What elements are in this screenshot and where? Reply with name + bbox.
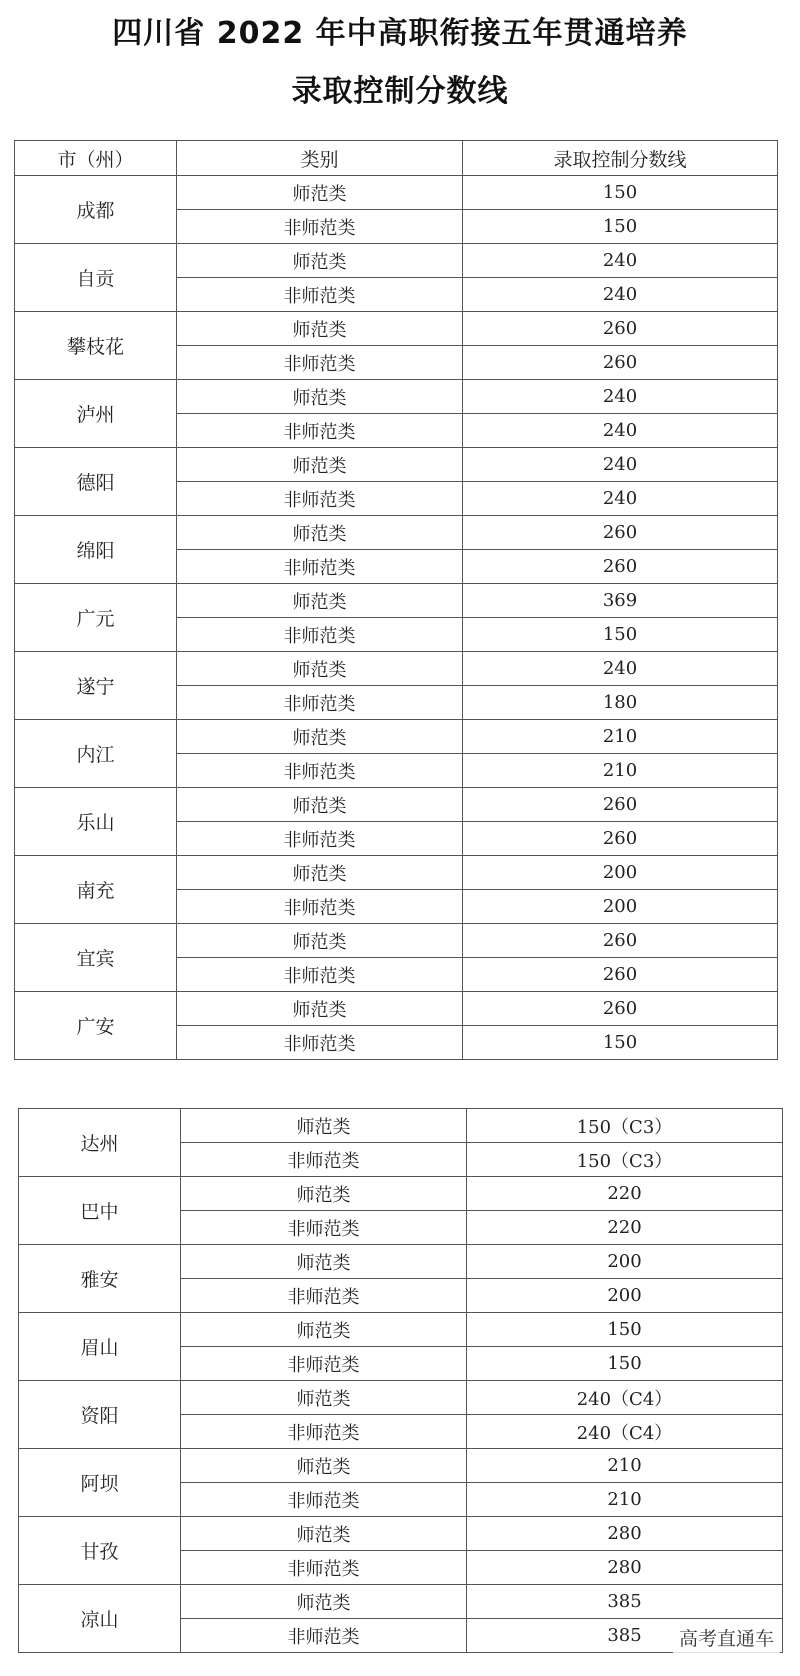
city-cell: 雅安 [19,1245,181,1313]
score-cell: 240 [463,278,778,312]
category-cell: 非师范类 [177,822,463,856]
category-cell: 师范类 [177,924,463,958]
score-cell: 210 [463,754,778,788]
score-table-bottom [18,1108,783,1653]
category-cell: 师范类 [181,1517,467,1551]
category-cell: 师范类 [177,176,463,210]
category-cell: 师范类 [177,448,463,482]
score-cell: 280 [467,1551,783,1585]
score-cell: 150 [463,1026,778,1060]
score-cell: 180 [463,686,778,720]
table-row [19,1381,783,1415]
category-cell: 非师范类 [177,550,463,584]
score-cell: 240 [463,380,778,414]
score-cell: 260 [463,516,778,550]
category-cell: 师范类 [181,1177,467,1211]
category-cell: 师范类 [181,1585,467,1619]
category-cell: 师范类 [177,992,463,1026]
score-cell: 220 [467,1177,783,1211]
category-cell: 非师范类 [177,754,463,788]
table-row [19,1449,783,1483]
score-cell: 150 [467,1313,783,1347]
score-cell: 260 [463,992,778,1026]
category-cell: 师范类 [181,1109,467,1143]
score-cell: 200 [467,1279,783,1313]
table-row [15,516,778,550]
score-cell: 210 [467,1483,783,1517]
score-cell: 260 [463,346,778,380]
score-table-top [14,140,778,1060]
category-cell: 非师范类 [177,890,463,924]
score-cell: 240 [463,448,778,482]
score-cell: 260 [463,550,778,584]
city-cell: 乐山 [15,788,177,856]
score-cell: 150（C3） [467,1109,783,1143]
score-cell: 220 [467,1211,783,1245]
header-city: 市（州） [15,141,177,176]
table-row [15,992,778,1026]
table-row [15,788,778,822]
category-cell: 师范类 [177,788,463,822]
score-cell: 210 [467,1449,783,1483]
city-cell: 眉山 [19,1313,181,1381]
category-cell: 非师范类 [177,278,463,312]
score-cell: 260 [463,822,778,856]
category-cell: 非师范类 [177,414,463,448]
table-row [19,1585,783,1619]
category-cell: 师范类 [181,1381,467,1415]
category-cell: 非师范类 [181,1483,467,1517]
city-cell: 广元 [15,584,177,652]
table-row [15,652,778,686]
score-cell: 240（C4） [467,1415,783,1449]
city-cell: 资阳 [19,1381,181,1449]
table-row [15,244,778,278]
table-row [15,924,778,958]
category-cell: 师范类 [177,380,463,414]
table-row [15,856,778,890]
category-cell: 师范类 [177,720,463,754]
score-cell: 200 [467,1245,783,1279]
category-cell: 师范类 [177,584,463,618]
score-cell: 240 [463,482,778,516]
category-cell: 非师范类 [181,1279,467,1313]
city-cell: 阿坝 [19,1449,181,1517]
category-cell: 非师范类 [181,1347,467,1381]
city-cell: 自贡 [15,244,177,312]
table-row [19,1109,783,1143]
header-score: 录取控制分数线 [463,141,778,176]
score-cell: 150 [463,210,778,244]
table-row [19,1177,783,1211]
score-cell: 260 [463,312,778,346]
city-cell: 绵阳 [15,516,177,584]
score-cell: 240 [463,414,778,448]
category-cell: 非师范类 [177,686,463,720]
table-row [19,1245,783,1279]
city-cell: 攀枝花 [15,312,177,380]
city-cell: 巴中 [19,1177,181,1245]
table-row [15,312,778,346]
category-cell: 非师范类 [181,1143,467,1177]
table-row [15,720,778,754]
category-cell: 非师范类 [181,1211,467,1245]
score-cell: 200 [463,856,778,890]
score-cell: 240（C4） [467,1381,783,1415]
score-cell: 150 [463,176,778,210]
city-cell: 遂宁 [15,652,177,720]
score-cell: 260 [463,958,778,992]
score-cell: 210 [463,720,778,754]
city-cell: 甘孜 [19,1517,181,1585]
category-cell: 非师范类 [177,958,463,992]
category-cell: 师范类 [181,1245,467,1279]
category-cell: 师范类 [181,1449,467,1483]
city-cell: 凉山 [19,1585,181,1653]
score-cell: 150（C3） [467,1143,783,1177]
city-cell: 泸州 [15,380,177,448]
score-cell: 240 [463,652,778,686]
city-cell: 成都 [15,176,177,244]
category-cell: 非师范类 [177,1026,463,1060]
category-cell: 非师范类 [181,1619,467,1653]
score-cell: 280 [467,1517,783,1551]
brand-watermark: 高考直通车 [673,1622,780,1653]
city-cell: 内江 [15,720,177,788]
score-cell: 260 [463,924,778,958]
category-cell: 师范类 [177,244,463,278]
table-row [15,176,778,210]
score-cell: 260 [463,788,778,822]
category-cell: 师范类 [177,516,463,550]
score-cell: 385 [467,1619,783,1653]
table-row [15,584,778,618]
table-row [19,1517,783,1551]
category-cell: 非师范类 [177,618,463,652]
score-cell: 150 [463,618,778,652]
table-row [15,380,778,414]
table-header-row [15,141,778,176]
category-cell: 师范类 [177,856,463,890]
header-category: 类别 [177,141,463,176]
table-row [19,1313,783,1347]
category-cell: 非师范类 [181,1415,467,1449]
category-cell: 师范类 [177,312,463,346]
score-cell: 200 [463,890,778,924]
category-cell: 非师范类 [177,210,463,244]
category-cell: 非师范类 [177,346,463,380]
category-cell: 师范类 [177,652,463,686]
page-subtitle: 录取控制分数线 [291,74,509,109]
category-cell: 师范类 [181,1313,467,1347]
city-cell: 德阳 [15,448,177,516]
city-cell: 南充 [15,856,177,924]
city-cell: 宜宾 [15,924,177,992]
score-cell: 150 [467,1347,783,1381]
category-cell: 非师范类 [181,1551,467,1585]
city-cell: 广安 [15,992,177,1060]
score-cell: 385 [467,1585,783,1619]
table-row [15,448,778,482]
score-cell: 240 [463,244,778,278]
category-cell: 非师范类 [177,482,463,516]
page-title: 四川省 2022 年中高职衔接五年贯通培养 [112,16,688,51]
city-cell: 达州 [19,1109,181,1177]
score-cell: 369 [463,584,778,618]
